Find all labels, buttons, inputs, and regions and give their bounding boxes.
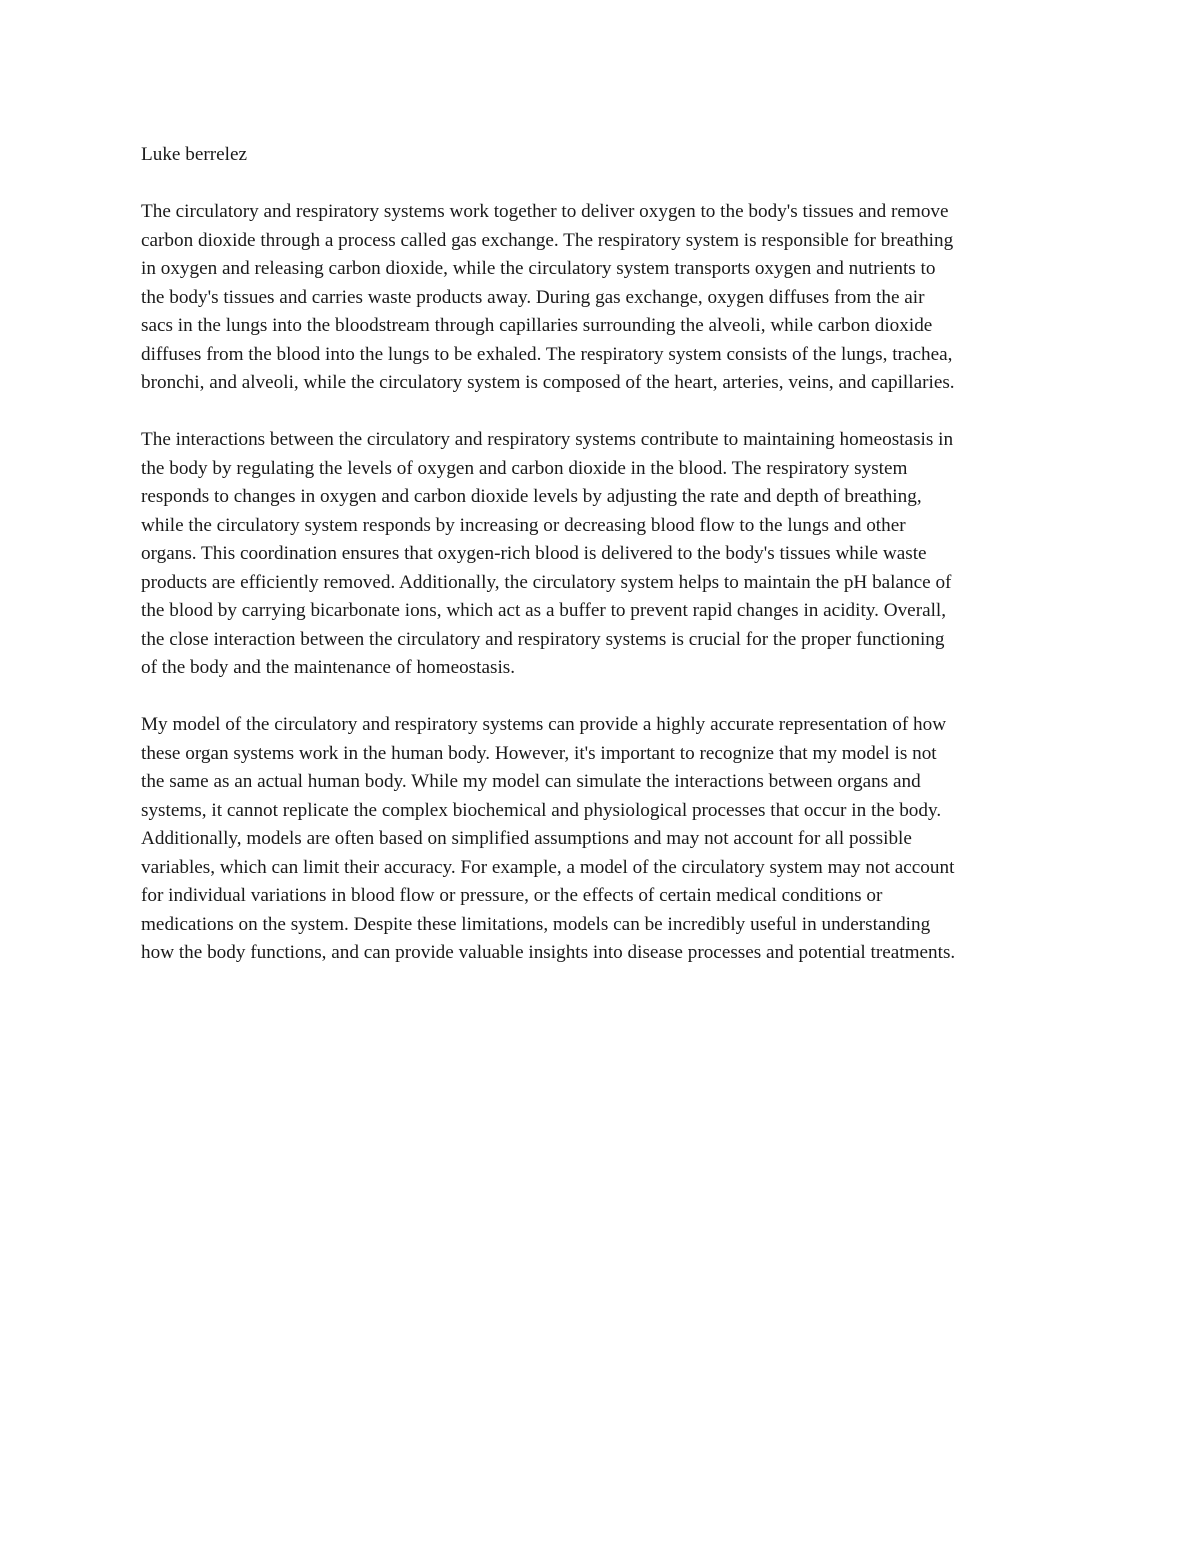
- paragraph-gas-exchange: [141, 198, 1059, 398]
- text-line: the close interaction between the circulatory and respiratory systems is crucial for the proper functioning: [141, 628, 945, 650]
- document-body: [141, 141, 1059, 996]
- text-line: responds to changes in oxygen and carbon dioxide levels by adjusting the rate and depth of breathing,: [141, 486, 922, 507]
- text-line: in oxygen and releasing carbon dioxide, while the circulatory system transports oxygen and nutrients to: [141, 258, 936, 279]
- text-line: systems, it cannot replicate the complex biochemical and physiological processes that occur in the body.: [141, 799, 942, 821]
- text-line: The interactions between the circulatory and respiratory systems contribute to maintaining homeostasis in: [141, 429, 954, 450]
- text-line: products are efficiently removed. Additionally, the circulatory system helps to maintain the pH balance of: [141, 571, 952, 593]
- text-line: sacs in the lungs into the bloodstream through capillaries surrounding the alveoli, while carbon dioxide: [141, 315, 933, 336]
- text-line: Additionally, models are often based on simplified assumptions and may not account for all possible: [141, 828, 912, 849]
- text-line: for individual variations in blood flow or pressure, or the effects of certain medical conditions or: [141, 885, 883, 906]
- text-line: of the body and the maintenance of homeostasis.: [141, 657, 516, 678]
- text-line: bronchi, and alveoli, while the circulatory system is composed of the heart, arteries, veins, and capillaries.: [141, 372, 955, 393]
- text-line: the body by regulating the levels of oxygen and carbon dioxide in the blood. The respiratory system: [141, 457, 908, 479]
- paragraph-homeostasis: [141, 426, 1059, 683]
- text-line: while the circulatory system responds by increasing or decreasing blood flow to the lungs and other: [141, 514, 906, 536]
- text-line: these organ systems work in the human body. However, it's important to recognize that my model is not: [141, 742, 937, 764]
- text-line: medications on the system. Despite these limitations, models can be incredibly useful in understanding: [141, 913, 931, 935]
- text-line: the body's tissues and carries waste products away. During gas exchange, oxygen diffuses from the air: [141, 286, 925, 308]
- paragraph-model: [141, 711, 1059, 968]
- text-line: The circulatory and respiratory systems work together to deliver oxygen to the body's tissues and remove: [141, 201, 949, 222]
- text-line: the same as an actual human body. While my model can simulate the interactions between organs and: [141, 771, 921, 792]
- text-line: diffuses from the blood into the lungs to be exhaled. The respiratory system consists of the lungs, trachea,: [141, 343, 953, 365]
- author-name: Luke berrelez: [141, 144, 247, 165]
- text-line: variables, which can limit their accuracy. For example, a model of the circulatory system may not account: [141, 856, 955, 878]
- text-line: the blood by carrying bicarbonate ions, which act as a buffer to prevent rapid changes in acidity. Overall,: [141, 600, 947, 621]
- text-line: organs. This coordination ensures that oxygen-rich blood is delivered to the body's tissues while waste: [141, 543, 927, 564]
- text-line: carbon dioxide through a process called gas exchange. The respiratory system is responsible for breathing: [141, 229, 954, 251]
- text-line: My model of the circulatory and respiratory systems can provide a highly accurate representation of how: [141, 714, 947, 735]
- text-line: how the body functions, and can provide valuable insights into disease processes and potential treatments.: [141, 942, 956, 963]
